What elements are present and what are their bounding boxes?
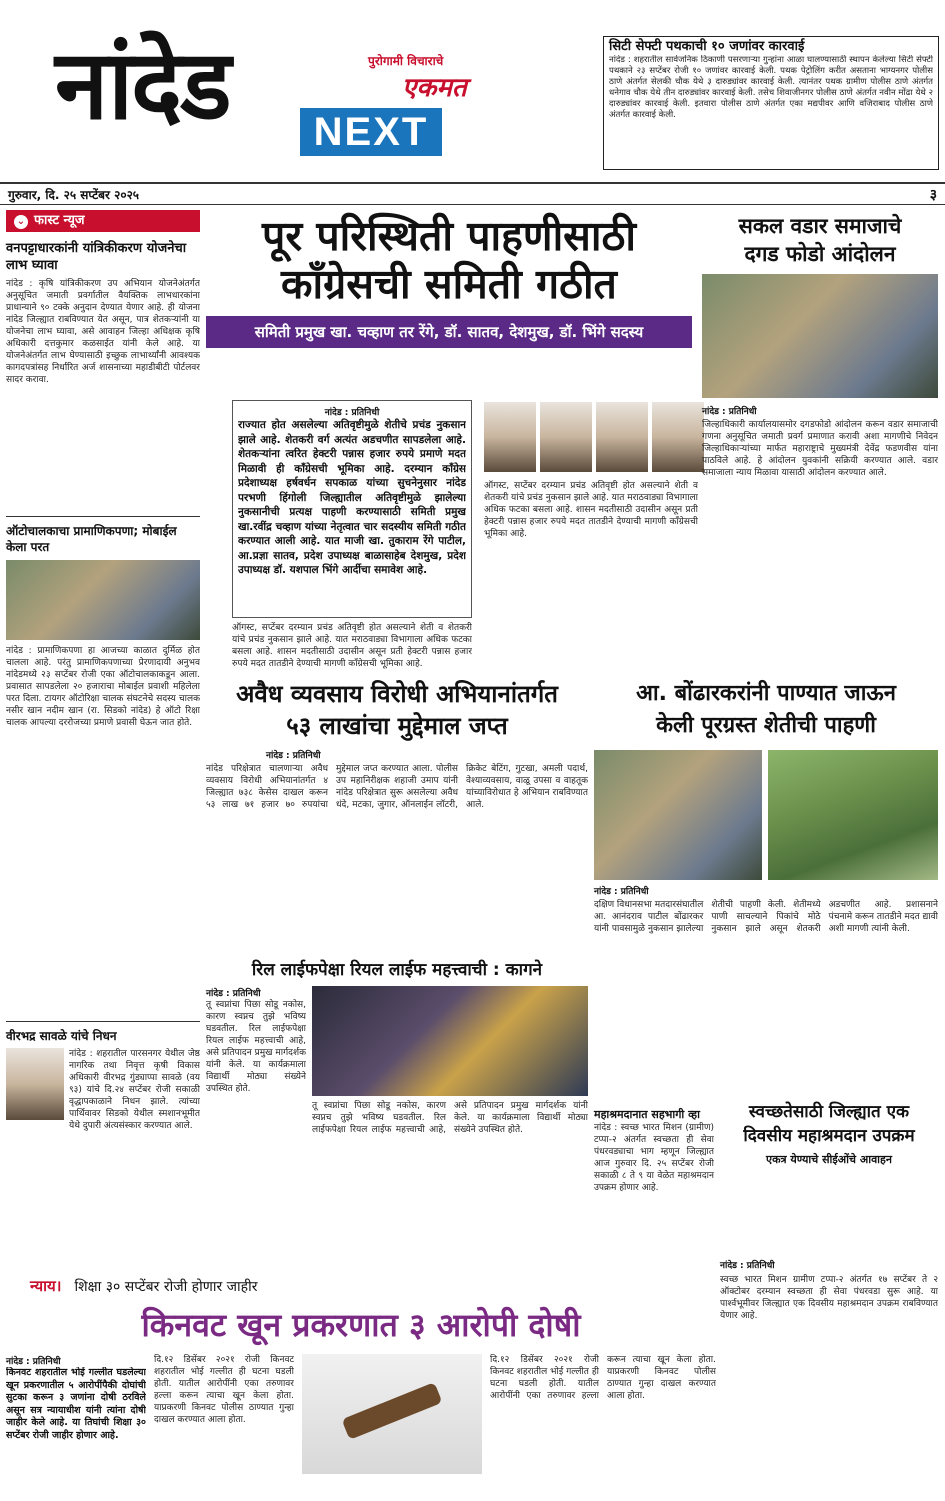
city-safety-box xyxy=(603,36,939,170)
lead-portraits xyxy=(484,402,704,472)
mahashramdaan-side xyxy=(594,1108,714,1200)
fast-news-label-bar xyxy=(6,210,200,232)
lead-story xyxy=(206,212,692,348)
fast-news-column xyxy=(6,210,200,1285)
kagne-body: तू स्वप्नांचा पिछा सोडू नकोस, कारण स्वप्नच तुझे भविष्य घडवतील. रिल लाईफपेक्षा रियल लाईफ महत्त्वाची आहे, असे प्रतिपादन प्रमुख मार्गदर्शक यांनी केले. या कार्यक्रमाला विद्यार्थी मोठ्या संख्येने उपस्थित होते. xyxy=(206,1000,306,1094)
portrait-3 xyxy=(596,402,648,472)
fast-news-2-body: नांदेड : प्रामाणिकपणा हा आजच्या काळात दुर्मिळ होत चालला आहे. परंतु प्रामाणिकपणाच्या प्रेरणादायी अनुभव नांदेडमध्ये २३ सप्टेंबर रोजी एका ऑटोचालकाकडून आला. प्रवासात सापडलेला २० हजाराचा मोबाईल प्रवाशी महिलेला परत दिला. टायगर ऑटोरिक्षा चालक संघटनेचे सदस्य चालक नसीर खान नदीम खान (रा. सिडको नांदेड) हे ऑटो रिक्षा चालक आपल्या दररोजच्या प्रमाणे प्रवासी घेऊन जात होते. xyxy=(6,646,200,728)
fast-news-2-headline: ऑटोचालकाचा प्रामाणिकपणा; मोबाईल केला परत xyxy=(6,524,177,554)
bondharkar-story xyxy=(594,678,938,1031)
date-strip xyxy=(0,182,945,205)
crime-byline: नांदेड : प्रतिनिधी xyxy=(266,751,321,761)
lead-headline-2: काँग्रेसची समिती गठीत xyxy=(281,260,617,308)
city-safety-headline: सिटी सेफ्टी पथकाची १० जणांवर कारवाई xyxy=(609,39,805,54)
shramdaan-headline-1: स्वच्छतेसाठी जिल्ह्यात एक xyxy=(748,1102,910,1122)
masthead-tagline: पुरोगामी विचाराचे xyxy=(368,54,444,68)
kinwat-story xyxy=(6,1300,716,1499)
portrait-2 xyxy=(540,402,592,472)
wadar-story xyxy=(702,212,938,654)
fast-news-1-headline: वनपट्टाधारकांनी यांत्रिकीकरण योजनेचा लाभ घ्यावा xyxy=(6,241,187,273)
lead-body: ऑगस्ट, सप्टेंबर दरम्यान प्रचंड अतिवृष्टी होत असल्याने शेती व शेतकरी यांचे प्रचंड नुकसान झाले आहे. यात मराठवाड्या विभागाला अधिक फटका बसला आहे. शासन मदतीसाठी उदासीन असून प्रती हेक्टरी पन्नास हजार रुपये मदत तातडीने देण्याची मागणी काँग्रेसची भूमिका आहे. xyxy=(232,623,472,669)
lead-body-col: ऑगस्ट, सप्टेंबर दरम्यान प्रचंड अतिवृष्टी होत असल्याने शेती व शेतकरी यांचे प्रचंड नुकसान झाले आहे. यात मराठवाड्या विभागाला अधिक फटका बसला आहे. शासन मदतीसाठी उदासीन असून प्रती हेक्टरी पन्नास हजार रुपये मदत तातडीने देण्याची मागणी काँग्रेसची भूमिका आहे. xyxy=(484,481,698,539)
shramdaan-body: स्वच्छ भारत मिशन ग्रामीण टप्पा-२ अंतर्गत १७ सप्टेंबर ते २ ऑक्टोबर दरम्यान स्वच्छता ही सेवा पंधरवडा सुरू आहे. या पार्श्वभूमीवर जिल्ह्यात एक दिवसीय महाश्रमदान उपक्रम राबविण्यात येणार आहे. xyxy=(720,1275,938,1321)
bondharkar-headline-2: केली पूरग्रस्त शेतीची पाहणी xyxy=(656,713,876,738)
crime-story xyxy=(206,678,588,928)
crime-headline-1: अवैध व्यवसाय विरोधी अभियानांतर्गत xyxy=(236,680,558,708)
wadar-byline: नांदेड : प्रतिनिधी xyxy=(702,407,757,417)
kagne-byline: नांदेड : प्रतिनिधी xyxy=(206,989,261,999)
fast-news-3-headline: वीरभद्र सावळे यांचे निधन xyxy=(6,1029,117,1043)
wadar-body: जिल्हाधिकारी कार्यालयासमोर दगडफोडो आंदोलन करून वडार समाजाची गणना अनुसूचित जमाती प्रवर्ग प्रमाणात करावी अशा मागणीचे निवेदन जिल्हाधिकाऱ्यांच्या मार्फत महाराष्ट्राचे मुख्यमंत्री देवेंद्र फडणवीस यांना पाठविले आहे. हे आंदोलन युवकांनी सक्रियी करण्यात आले. वडार समाजाला न्याय मिळावा यासाठी आंदोलन करण्यात आले. xyxy=(702,420,938,478)
bondharkar-body: दक्षिण विधानसभा मतदारसंघातील आ. आनंदराव पाटील बोंढारकर यांनी पावसामुळे नुकसान झालेल्या शेतीची पाहणी केली. शेतीमध्ये पाणी साचल्याने पिकांचे मोठे नुकसान झाले असून शेतकरी अडचणीत आहे. प्रशासनाने पंचनामे करून तातडीने मदत द्यावी अशी मागणी त्यांनी केली. xyxy=(594,900,938,934)
gavel-icon xyxy=(342,1382,443,1440)
lead-headline-1: पूर परिस्थिती पाहणीसाठी xyxy=(262,212,636,260)
brand-next: NEXT xyxy=(300,108,442,156)
gavel-illustration xyxy=(302,1354,482,1474)
bondharkar-headline-1: आ. बोंढारकरांनी पाण्यात जाऊन xyxy=(636,681,896,706)
lead-intro: राज्यात होत असलेल्या अतिवृष्टीमुळे शेतीचे प्रचंड नुकसान झाले आहे. शेतकरी वर्ग अत्यंत अडचणीत सापडलेला आहे. शेतकऱ्यांना त्वरित हेक्टरी पन्नास हजार रुपये प्रमाणे मदत मिळावी ही काँग्रेसची भूमिका आहे. दरम्यान काँग्रेस प्रदेशाध्यक्ष हर्षवर्धन सपकाळ यांच्या सुचनेनुसार नांदेड परभणी हिंगोली जिल्ह्यातील अतिवृष्टीमुळे झालेल्या नुकसानीची प्रत्यक्ष पाहणी करण्यासाठी समिती प्रमुख खा.रवींद्र चव्हाण यांच्या नेतृत्वात चार सदस्यीय समिती गठीत करण्यात आली आहे. यात माजी खा. तुकाराम रेंगे पाटील, आ.प्रज्ञा सातव, प्रदेश उपाध्यक्ष बाळासाहेब देशमुख, प्रदेश उपाध्यक्ष डॉ. यशपाल भिंगे आर्दीचा समावेश आहे. xyxy=(238,419,466,576)
lead-byline: नांदेड : प्रतिनिधी xyxy=(324,408,380,418)
bondharkar-photo-1 xyxy=(594,750,762,880)
portrait-4 xyxy=(652,402,704,472)
nyay-label: न्याय। xyxy=(30,1277,62,1295)
shramdaan-story xyxy=(720,1100,938,1168)
nyay-strip xyxy=(30,1274,590,1298)
wadar-headline-2: दगड फोडो आंदोलन xyxy=(744,242,896,266)
kinwat-intro: किनवट शहरातील भोई गल्लीत घडलेल्या खून प्रकरणातील ५ आरोपींपैकी दोघांची सुटका करून ३ जणांना दोषी ठरविले असून सत्र न्यायाधीश यांनी त्यांना दोषी जाहीर केले आहे. या तिघांची शिक्षा ३० सप्टेंबर रोजी जाहीर होणार आहे. xyxy=(6,1367,146,1441)
chevron-down-icon: ⌄ xyxy=(14,215,28,229)
mahashramdaan-side-headline: महाश्रमदानात सहभागी व्हा xyxy=(594,1108,700,1121)
crime-headline-2: ५३ लाखांचा मुद्देमाल जप्त xyxy=(286,712,508,740)
kinwat-headline: किनवट खून प्रकरणात ३ आरोपी दोषी xyxy=(141,1306,581,1344)
brand-ekmat: एकमत xyxy=(402,73,467,103)
kinwat-body: दि.१२ डिसेंबर २०२१ रोजी किनवट शहरातील भोई गल्लीत ही घटना घडली होती. यातील आरोपींनी एका तरुणावर हल्ला करून त्याचा खून केला होता. याप्रकरणी किनवट पोलीस ठाण्यात गुन्हा दाखल करण्यात आला होता. xyxy=(154,1355,294,1425)
wadar-protest-photo xyxy=(702,274,938,398)
kinwat-byline: नांदेड : प्रतिनिधी xyxy=(6,1357,61,1367)
kagne-headline: रिल लाईफपेक्षा रियल लाईफ महत्त्वाची : कागने xyxy=(251,960,543,980)
bondharkar-byline: नांदेड : प्रतिनिधी xyxy=(594,887,649,897)
fast-news-label: फास्ट न्यूज xyxy=(34,213,85,228)
wadar-headline-1: सकल वडार समाजाचे xyxy=(738,214,902,238)
obituary-photo xyxy=(6,1048,64,1120)
issue-date: गुरुवार, दि. २५ सप्टेंबर २०२५ xyxy=(8,188,140,202)
crime-body: नांदेड परिक्षेत्रात चालणाऱ्या अवैध व्यवसाय विरोधी अभियानांतर्गत ४ जिल्ह्यात ७३८ केसेस दाखल करून ५३ लाख ७१ हजार ७० रुपयांचा मुद्देमाल जप्त करण्यात आला. पोलीस उप महानिरीक्षक शहाजी उमाप यांनी नांदेड परिक्षेत्रात सुरू असलेल्या अवैध धंदे, मटका, जुगार, ऑनलाईन लॉटरी, क्रिकेट बेटिंग, गुटखा, अमली पदार्थ, वेश्याव्यवसाय, वाळू उपसा व वाहतूक यांच्याविरोधात हे अभियान राबविण्यात आले. xyxy=(206,764,588,810)
kagne-body-2: तू स्वप्नांचा पिछा सोडू नकोस, कारण स्वप्नच तुझे भविष्य घडवतील. रिल लाईफपेक्षा रियल लाईफ महत्त्वाची आहे, असे प्रतिपादन प्रमुख मार्गदर्शक यांनी केले. या कार्यक्रमाला विद्यार्थी मोठ्या संख्येने उपस्थित होते. xyxy=(312,1101,588,1135)
lead-intro-box xyxy=(232,400,472,618)
page-number: ३ xyxy=(929,187,937,203)
bondharkar-photo-2 xyxy=(768,750,938,880)
kinwat-body-2: दि.१२ डिसेंबर २०२१ रोजी किनवट शहरातील भोई गल्लीत ही घटना घडली होती. यातील आरोपींनी एका तरुणावर हल्ला करून त्याचा खून केला होता. याप्रकरणी किनवट पोलीस ठाण्यात गुन्हा दाखल करण्यात आला होता. xyxy=(490,1355,716,1401)
mahashramdaan-side-body: नांदेड : स्वच्छ भारत मिशन (ग्रामीण) टप्पा-२ अंतर्गत स्वच्छता ही सेवा पंधरवड्याचा भाग म्हणून जिल्ह्यात आज गुरुवार दि. २५ सप्टेंबर रोजी सकाळी ८ ते ९ या वेळेत महाश्रमदान उपक्रम होणार आहे. xyxy=(594,1123,714,1193)
fast-news-1-body: नांदेड : कृषि यांत्रिकीकरण उप अभियान योजनेअंतर्गत अनुसूचित जमाती प्रवर्गातील वैयक्तिक लाभधारकांना प्राधान्याने ९० टक्के अनुदान देण्यात येणार आहे. ही योजना नांदेड जिल्ह्यात राबविण्यात येत असून, पात्र शेतकऱ्यांनी या योजनेचा लाभ घ्यावा, असे आवाहन जिल्हा अधिक्षक कृषि अधिकारी दत्तकुमार कळसाईत यांनी केले आहे. या योजनेअंतर्गत लाभ घेण्यासाठी इच्छुक लाभार्थ्यांनी आवश्यक कागदपत्रांसह निर्धारित अर्ज शासनाच्या महाडीबीटी पोर्टलवर सादर करावा. xyxy=(6,279,200,385)
shramdaan-headline-2: दिवसीय महाश्रमदान उपक्रम xyxy=(743,1126,915,1146)
nyay-text: शिक्षा ३० सप्टेंबर रोजी होणार जाहीर xyxy=(74,1279,258,1295)
city-safety-body: नांदेड : शहरातील सार्वजनिक ठिकाणी पसरणाऱ्या गुन्हांना आळा घालण्यासाठी स्थापन केलेल्या सिटी सेफ्टी पथकाने २३ सप्टेंबर रोजी १० जणांवर कारवाई केली. पथक पेट्रोलिंग करीत असताना भाग्यनगर पोलीस ठाणे अंतर्गत सेलकी चौक येथे ३ दारुड्यांवर कारवाई केली. त्यानंतर पथक ग्रामीण पोलीस ठाणे अंतर्गत धनेगाव चौक येथे तीन दारुड्यांवर कारवाई केली. तसेच शिवाजीनगर पोलीस ठाणे अंतर्गत नवीन मोंढा येथे २ दारुड्यांवर कारवाई केली. इतवारा पोलीस ठाणे अंतर्गत एका मद्यपीवर आणि वजिराबाद पोलीस ठाणे अंतर्गत कारवाई केली. xyxy=(609,55,933,120)
kagne-event-photo xyxy=(312,986,588,1096)
shramdaan-byline: नांदेड : प्रतिनिधी xyxy=(720,1261,775,1271)
lead-subhead: समिती प्रमुख खा. चव्हाण तर रेंगे, डॉ. सातव, देशमुख, डॉ. भिंगे सदस्य xyxy=(206,316,692,348)
kagne-story xyxy=(206,958,588,1221)
shramdaan-subhead: एकत्र येण्याचे सीईओंचे आवाहन xyxy=(766,1153,892,1166)
portrait-1 xyxy=(484,402,536,472)
auto-driver-photo xyxy=(6,560,200,640)
masthead-title: नांदेड xyxy=(55,29,230,141)
fast-news-3-body: नांदेड : शहरातील पारसनगर येथील जेष्ठ नागरिक तथा निवृत्त कृषी विकास अधिकारी वीरभद्र गुंड्याप्पा सावळे (वय ९३) यांचे दि.२४ सप्टेंबर रोजी सकाळी वृद्धापकाळाने निधन झाले. त्यांच्या पार्थिवावर सिडको येथील स्मशानभूमीत येथे दुपारी अंत्यसंस्कार करण्यात आले. xyxy=(69,1049,200,1131)
